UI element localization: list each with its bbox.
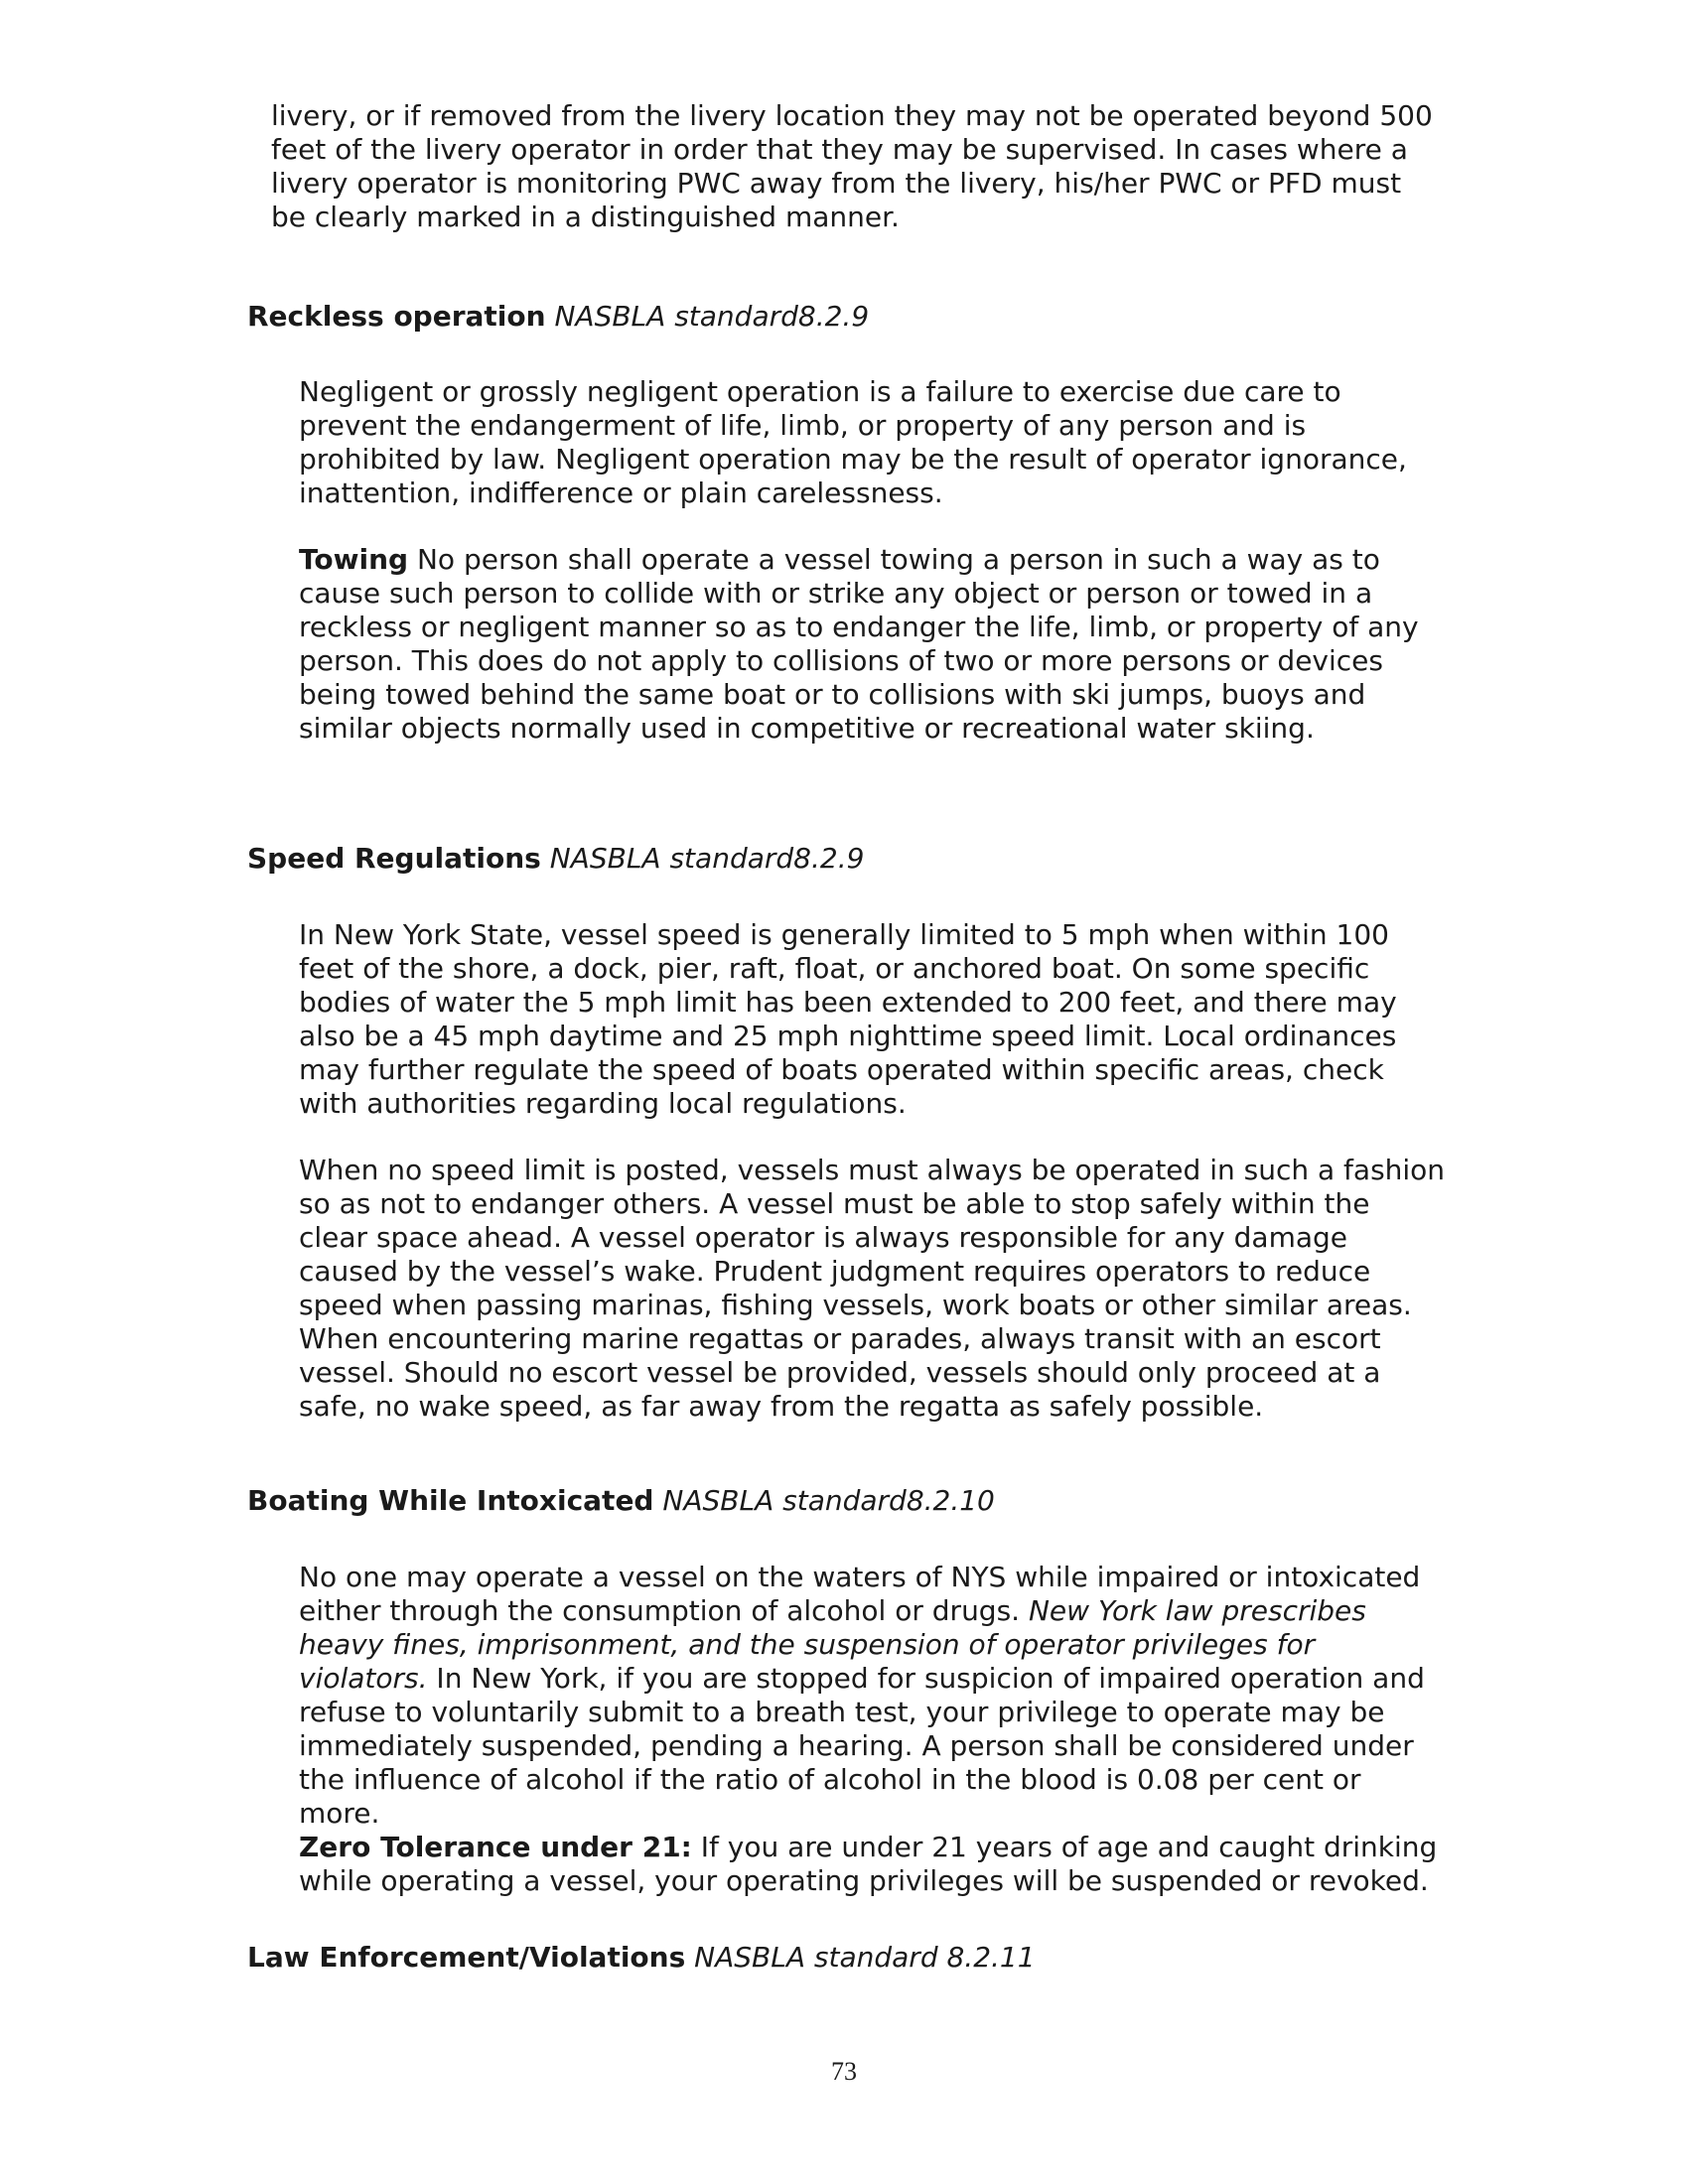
text-line: When encountering marine regattas or parades, always transit with an escort <box>299 1322 1381 1355</box>
text-line: refuse to voluntarily submit to a breath test, your privilege to operate may be <box>299 1696 1385 1728</box>
no-speed-limit-paragraph <box>299 1154 1445 1424</box>
speed-regulations-heading <box>247 842 864 876</box>
text-line: safe, no wake speed, as far away from the regatta as safely possible. <box>299 1390 1264 1423</box>
text-line: vessel. Should no escort vessel be provided, vessels should only proceed at a <box>299 1356 1381 1389</box>
towing-first-line: No person shall operate a vessel towing a person in such a way as to <box>408 543 1380 576</box>
text-line: may further regulate the speed of boats operated within specific areas, check <box>299 1053 1384 1086</box>
text-line: the influence of alcohol if the ratio of alcohol in the blood is 0.08 per cent or <box>299 1763 1361 1796</box>
text-segment: either through the consumption of alcohol or drugs. <box>299 1594 1029 1627</box>
text-line: immediately suspended, pending a hearing. A person shall be considered under <box>299 1729 1414 1762</box>
intro-paragraph <box>271 99 1433 234</box>
zero-tolerance-label: Zero Tolerance under 21: <box>299 1831 692 1863</box>
towing-paragraph <box>299 543 1419 746</box>
negligent-operation-paragraph <box>299 375 1407 510</box>
text-line: person. This does do not apply to collisions of two or more persons or devices <box>299 644 1383 677</box>
text-line: clear space ahead. A vessel operator is always responsible for any damage <box>299 1221 1348 1254</box>
text-line: bodies of water the 5 mph limit has been extended to 200 feet, and there may <box>299 986 1397 1019</box>
text-line <box>299 1831 1437 1864</box>
intoxication-paragraph <box>299 1561 1437 1898</box>
text-line: so as not to endanger others. A vessel must be able to stop safely within the <box>299 1187 1370 1220</box>
page-number: 73 <box>831 2057 857 2086</box>
text-line: In New York State, vessel speed is generally limited to 5 mph when within 100 <box>299 918 1389 951</box>
text-line: with authorities regarding local regulations. <box>299 1087 907 1120</box>
heading-title: Law Enforcement/Violations <box>247 1941 686 1974</box>
italic-segment: New York law prescribes <box>1028 1594 1366 1627</box>
heading-standard: NASBLA standard8.2.9 <box>549 842 865 875</box>
text-line: When no speed limit is posted, vessels must always be operated in such a fashion <box>299 1154 1446 1186</box>
text-line: also be a 45 mph daytime and 25 mph nighttime speed limit. Local ordinances <box>299 1020 1397 1052</box>
text-segment: In New York, if you are stopped for suspicion of impaired operation and <box>427 1662 1425 1695</box>
speed-limit-paragraph <box>299 918 1397 1121</box>
text-line: while operating a vessel, your operating privileges will be suspended or revoked. <box>299 1864 1429 1897</box>
text-line: heavy fines, imprisonment, and the suspension of operator privileges for <box>299 1628 1316 1661</box>
text-line <box>299 1662 1437 1696</box>
text-line: feet of the shore, a dock, pier, raft, float, or anchored boat. On some specific <box>299 952 1370 985</box>
italic-segment: violators. <box>299 1662 428 1695</box>
reckless-operation-heading <box>247 300 869 334</box>
text-line: caused by the vessel’s wake. Prudent judgment requires operators to reduce <box>299 1255 1371 1288</box>
text-line: livery, or if removed from the livery location they may not be operated beyond 500 <box>271 99 1433 132</box>
boating-while-intoxicated-heading <box>247 1484 995 1518</box>
text-line: No one may operate a vessel on the waters of NYS while impaired or intoxicated <box>299 1561 1421 1593</box>
text-line: be clearly marked in a distinguished manner. <box>271 201 900 233</box>
text-line: prevent the endangerment of life, limb, or property of any person and is <box>299 409 1307 442</box>
text-segment: If you are under 21 years of age and caught drinking <box>691 1831 1438 1863</box>
heading-standard: NASBLA standard8.2.10 <box>662 1484 995 1517</box>
heading-standard: NASBLA standard 8.2.11 <box>694 1941 1036 1974</box>
text-line: similar objects normally used in competitive or recreational water skiing. <box>299 712 1315 745</box>
heading-standard: NASBLA standard8.2.9 <box>554 300 870 333</box>
text-line: speed when passing marinas, fishing vessels, work boats or other similar areas. <box>299 1289 1412 1321</box>
text-line <box>299 543 1419 577</box>
text-line: being towed behind the same boat or to collisions with ski jumps, buoys and <box>299 678 1366 711</box>
text-line: more. <box>299 1797 380 1830</box>
text-line: prohibited by law. Negligent operation may be the result of operator ignorance, <box>299 443 1407 476</box>
text-line: feet of the livery operator in order that they may be supervised. In cases where a <box>271 133 1408 166</box>
heading-title: Reckless operation <box>247 300 546 333</box>
text-line <box>299 1594 1437 1628</box>
text-line: cause such person to collide with or strike any object or person or towed in a <box>299 577 1373 610</box>
text-line: inattention, indifference or plain carelessness. <box>299 477 943 509</box>
heading-title: Speed Regulations <box>247 842 541 875</box>
text-line: livery operator is monitoring PWC away from the livery, his/her PWC or PFD must <box>271 167 1402 200</box>
law-enforcement-heading <box>247 1941 1036 1975</box>
text-line: reckless or negligent manner so as to endanger the life, limb, or property of any <box>299 611 1419 643</box>
towing-label: Towing <box>299 543 409 576</box>
text-line: Negligent or grossly negligent operation is a failure to exercise due care to <box>299 375 1341 408</box>
heading-title: Boating While Intoxicated <box>247 1484 654 1517</box>
